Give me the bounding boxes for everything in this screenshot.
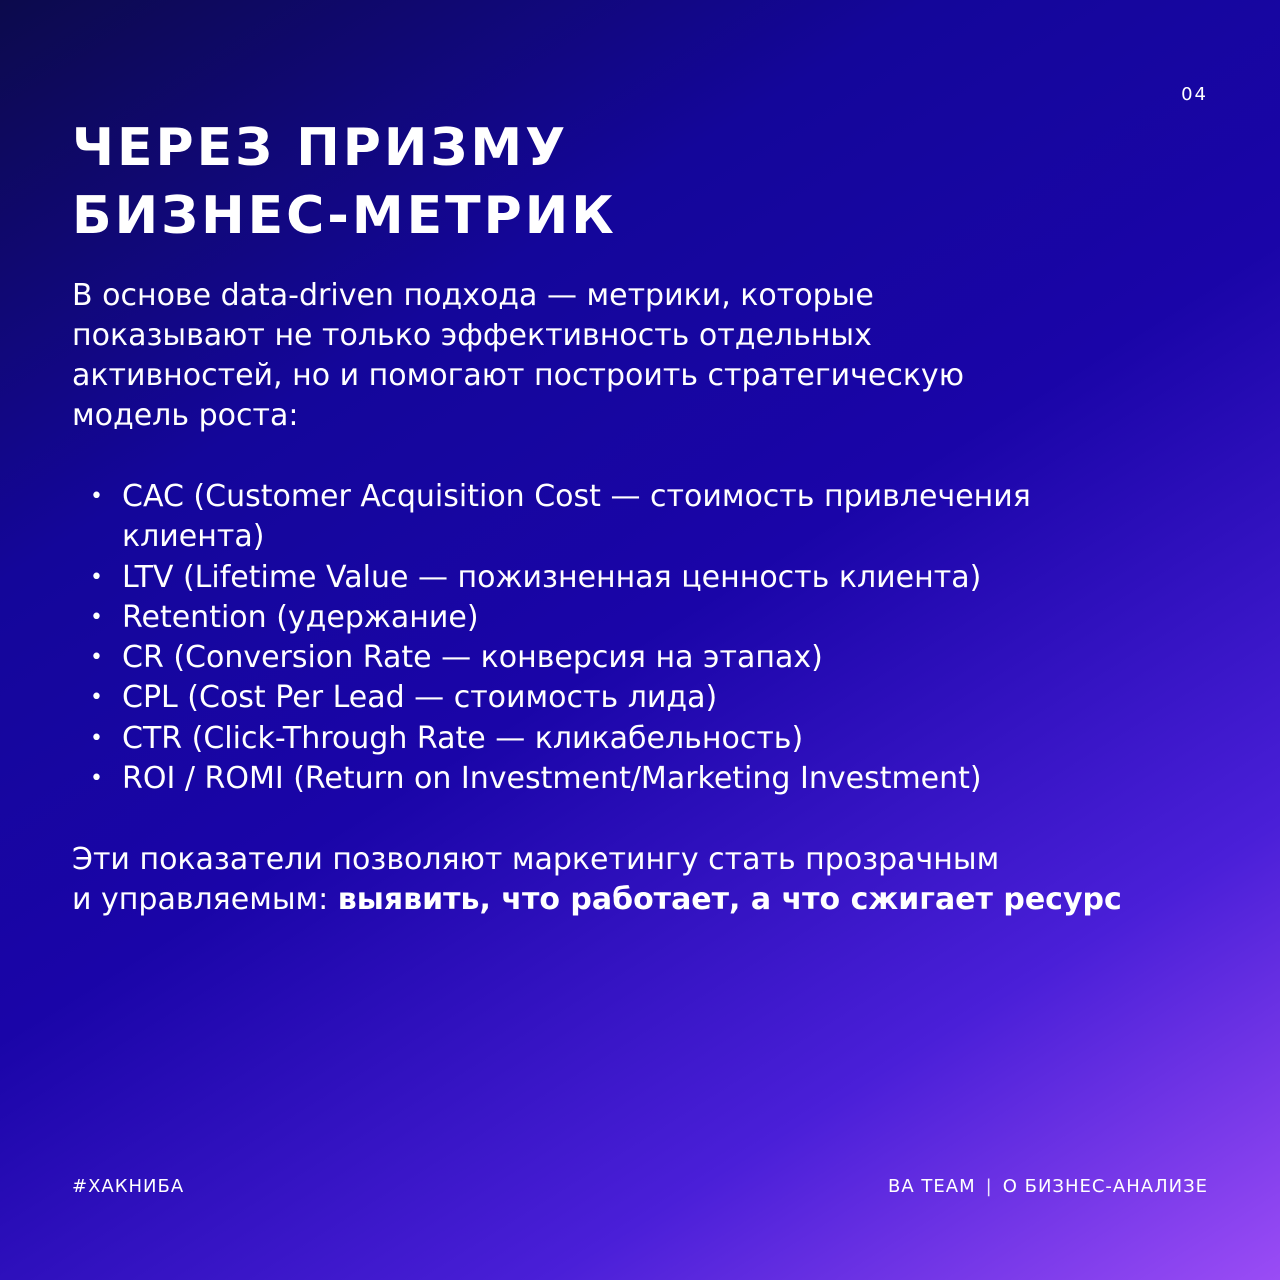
intro-line: модель роста:	[72, 398, 299, 433]
conclusion-regular-text: и управляемым:	[72, 882, 338, 917]
conclusion-paragraph	[72, 840, 1222, 920]
bullet-icon: •	[90, 685, 103, 711]
metric-text: CR (Conversion Rate — конверсия на этапах)	[122, 640, 823, 676]
footer-separator: |	[985, 1176, 993, 1197]
page-number: 04	[1181, 84, 1208, 105]
footer-team: BA TEAM	[888, 1176, 976, 1197]
metric-item-cac	[72, 477, 1222, 558]
metric-item-cpl	[72, 678, 1222, 718]
metric-text: CTR (Click-Through Rate — кликабельность)	[122, 720, 804, 756]
metric-item-cr	[72, 638, 1222, 678]
bullet-icon: •	[90, 766, 103, 792]
title-line-1: ЧЕРЕЗ ПРИЗМУ	[72, 118, 569, 178]
intro-line: В основе data-driven подхода — метрики, которые	[72, 278, 874, 313]
bullet-icon: •	[90, 725, 103, 751]
metric-text: LTV (Lifetime Value — пожизненная ценность клиента)	[122, 559, 982, 595]
metrics-list	[72, 477, 1222, 799]
footer-hashtag: #ХАКНИБА	[72, 1176, 185, 1197]
intro-paragraph	[72, 276, 1212, 436]
conclusion-line-1: Эти показатели позволяют маркетингу стать прозрачным	[72, 842, 1000, 877]
bullet-icon: •	[90, 564, 103, 590]
metric-text: ROI / ROMI (Return on Investment/Marketing Investment)	[122, 761, 982, 797]
title-line-2: БИЗНЕС-МЕТРИК	[72, 186, 617, 246]
metric-item-roi	[72, 759, 1222, 799]
conclusion-bold-text: выявить, что работает, а что сжигает ресурс	[337, 882, 1122, 917]
metric-item-ctr	[72, 719, 1222, 759]
metric-text: CAC (Customer Acquisition Cost — стоимость привлечения	[122, 479, 1031, 514]
bullet-icon: •	[90, 604, 103, 630]
intro-line: активностей, но и помогают построить стратегическую	[72, 358, 964, 393]
bullet-icon: •	[90, 484, 103, 509]
metric-item-retention	[72, 598, 1222, 638]
metric-text: клиента)	[122, 519, 265, 555]
metric-text: CPL (Cost Per Lead — стоимость лида)	[122, 680, 718, 716]
bullet-icon: •	[90, 645, 103, 671]
slide-title	[72, 114, 1172, 250]
footer-topic: О БИЗНЕС-АНАЛИЗЕ	[1002, 1176, 1208, 1197]
metric-text: Retention (удержание)	[122, 599, 479, 635]
metric-item-ltv	[72, 558, 1222, 598]
intro-line: показывают не только эффективность отдельных	[72, 318, 872, 353]
conclusion-line-2	[72, 880, 1222, 920]
footer-brand	[888, 1176, 1208, 1197]
